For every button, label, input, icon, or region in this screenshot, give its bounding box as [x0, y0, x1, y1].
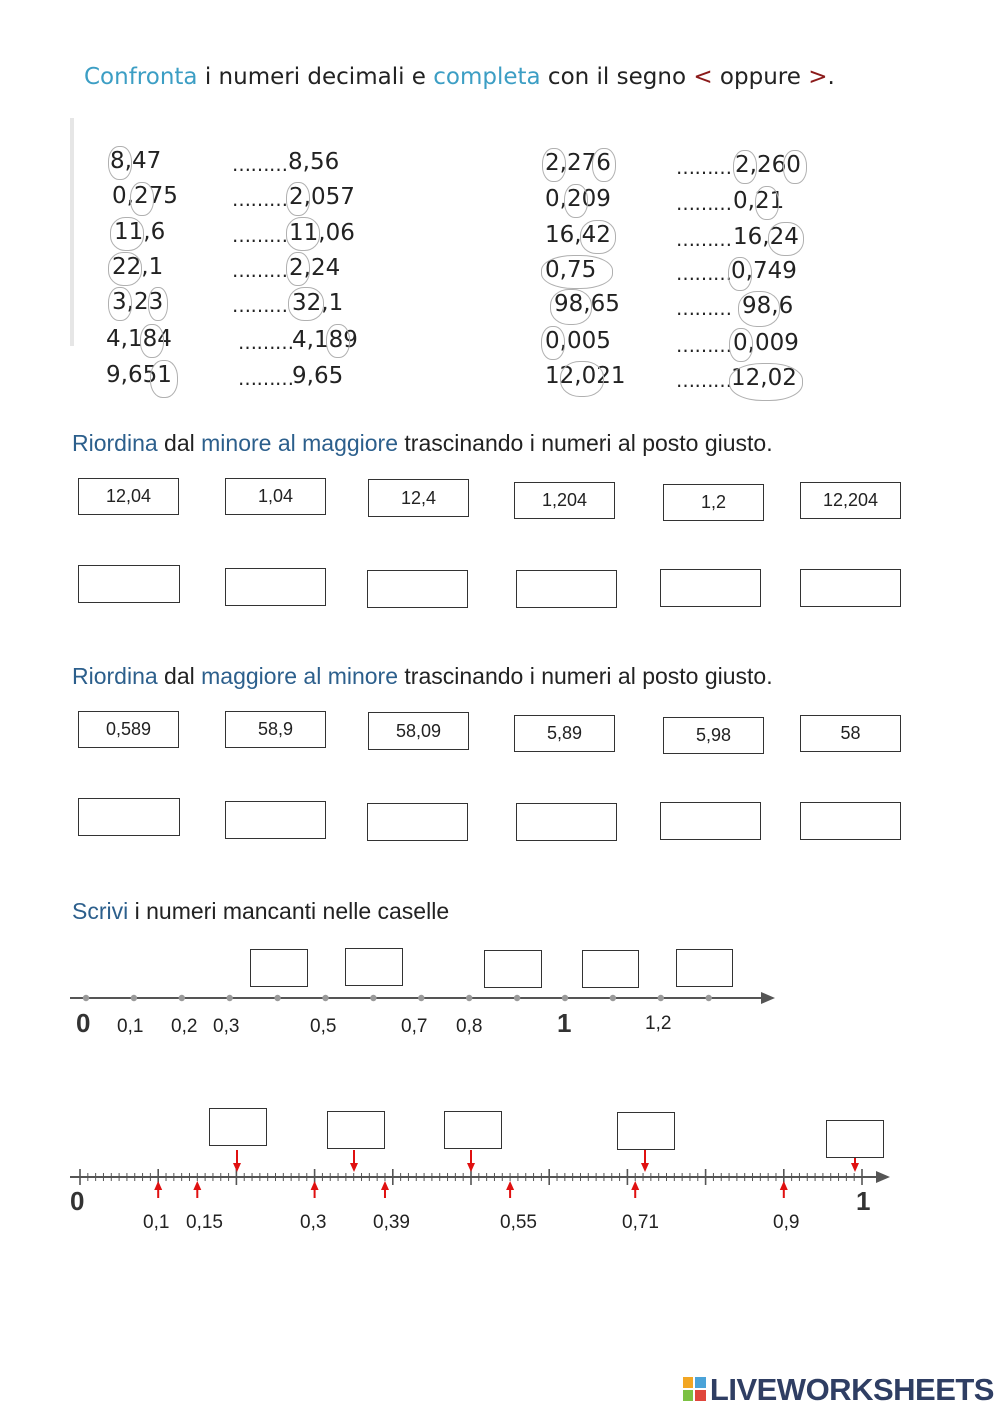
draggable-number[interactable]: 58,09 [368, 712, 469, 750]
number-line-2-label: 0,3 [300, 1212, 327, 1233]
sort-descending-verb: Riordina [72, 663, 158, 689]
draggable-number[interactable]: 1,04 [225, 478, 326, 515]
number-line-2-down-arrow [233, 1150, 241, 1172]
sort-ascending-tail: trascinando i numeri al posto giusto. [398, 430, 773, 456]
compare-right-a-4: 0,75 [545, 257, 597, 283]
compare-left-a-2: 0,275 [112, 183, 178, 209]
compare-left-a-4: 22,1 [112, 254, 164, 280]
sort-ascending-key: minore al maggiore [201, 430, 399, 456]
compare-right-b-4: 0,749 [731, 258, 797, 284]
compare-right-a-2: 0,209 [545, 186, 611, 212]
number-line-2-label: 0,71 [622, 1212, 659, 1233]
compare-left-a-3: 11,6 [114, 219, 166, 245]
number-lines-tail: i numeri mancanti nelle caselle [128, 898, 450, 924]
compare-blank-left-7[interactable]: ……… [238, 368, 294, 390]
number-line-2-arrowhead [876, 1171, 890, 1183]
number-line-2-up-arrow [154, 1181, 162, 1198]
number-line-2-label: 0,39 [373, 1212, 410, 1233]
draggable-number[interactable]: 0,589 [78, 711, 179, 748]
compare-blank-right-2[interactable]: ……… [676, 193, 732, 215]
answer-box[interactable] [327, 1111, 385, 1149]
compare-right-b-7: 12,02 [731, 365, 797, 391]
compare-left-b-5: 32,1 [292, 290, 344, 316]
draggable-number[interactable]: 58,9 [225, 711, 326, 748]
compare-blank-left-3[interactable]: ……… [232, 225, 288, 247]
compare-left-a-7: 9,651 [106, 362, 172, 388]
sort-descending-key: maggiore al minore [201, 663, 399, 689]
number-line-1-label: 0,5 [310, 1016, 337, 1037]
number-line-1-label: 0,8 [456, 1016, 483, 1037]
compare-right-b-5: 98,6 [742, 293, 794, 319]
draggable-number[interactable]: 58 [800, 715, 901, 752]
compare-blank-right-6[interactable]: ……… [676, 335, 732, 357]
compare-blank-right-5[interactable]: ……… [676, 298, 732, 320]
draggable-number[interactable]: 12,04 [78, 478, 179, 515]
liveworksheets-logo [682, 1372, 994, 1408]
compare-right-b-1: 2,260 [735, 152, 801, 178]
number-line-2-up-arrow [631, 1181, 639, 1198]
draggable-number[interactable]: 5,98 [663, 717, 764, 754]
answer-box[interactable] [826, 1120, 884, 1158]
number-line-2-one: 1 [856, 1186, 871, 1216]
less-than-sign: < [693, 64, 713, 90]
number-line-2-label: 0,15 [186, 1212, 223, 1233]
number-line-1-label: 1,2 [645, 1013, 672, 1034]
compare-blank-left-2[interactable]: ……… [232, 189, 288, 211]
compare-right-b-6: 0,009 [733, 330, 799, 356]
compare-right-a-5: 98,65 [554, 291, 620, 317]
compare-blank-left-1[interactable]: ……… [232, 154, 288, 176]
number-line-1-label: 0,2 [171, 1016, 198, 1037]
number-line-2-up-arrow [311, 1181, 319, 1198]
compare-title-middle: i numeri decimali e [197, 64, 434, 90]
compare-right-a-7: 12,021 [545, 363, 626, 389]
greater-than-sign: > [808, 64, 828, 90]
number-line-2-down-arrow [641, 1150, 649, 1172]
compare-left-b-3: 11,06 [289, 220, 355, 246]
compare-title-verb: Confronta [84, 64, 198, 90]
number-lines-verb: Scrivi [72, 898, 129, 924]
compare-blank-right-1[interactable]: ……… [676, 157, 732, 179]
compare-right-a-1: 2,276 [545, 150, 611, 176]
sort-descending-tail: trascinando i numeri al posto giusto. [398, 663, 773, 689]
compare-blank-right-3[interactable]: ……… [676, 229, 732, 251]
number-line-2-up-arrow [381, 1181, 389, 1198]
compare-title-verb2: completa [433, 64, 541, 90]
compare-blank-right-7[interactable]: ……… [676, 370, 732, 392]
compare-left-b-7: 9,65 [292, 363, 344, 389]
sort-ascending-verb: Riordina [72, 430, 158, 456]
compare-right-b-2: 0,21 [733, 188, 785, 214]
number-line-1-label: 0,1 [117, 1016, 144, 1037]
sort-ascending-mid: dal [157, 430, 202, 456]
compare-left-b-6: 4,189 [292, 327, 358, 353]
compare-title-end: . [827, 64, 835, 90]
liveworksheets-mark-icon [682, 1375, 708, 1403]
compare-blank-left-4[interactable]: ……… [232, 260, 288, 282]
number-line-2-label: 0,9 [773, 1212, 800, 1233]
compare-left-b-4: 2,24 [289, 255, 341, 281]
compare-blank-left-5[interactable]: ……… [232, 295, 288, 317]
compare-title-tail: con il segno [540, 64, 694, 90]
number-line-1-label: 0,3 [213, 1016, 240, 1037]
answer-box[interactable] [617, 1112, 675, 1150]
compare-blank-left-6[interactable]: ……… [238, 332, 294, 354]
compare-title-or: oppure [712, 64, 809, 90]
number-line-2-zero: 0 [70, 1186, 85, 1216]
number-line-2-down-arrow [350, 1150, 358, 1172]
answer-box[interactable] [209, 1108, 267, 1146]
number-line-2-up-arrow [780, 1181, 788, 1198]
number-line-2-up-arrow [506, 1181, 514, 1198]
compare-right-a-3: 16,42 [545, 222, 611, 248]
number-line-1-label: 0,7 [401, 1016, 428, 1037]
compare-left-a-5: 3,23 [112, 289, 164, 315]
compare-left-b-1: 8,56 [288, 149, 340, 175]
draggable-number[interactable]: 1,2 [663, 484, 764, 521]
number-line-2-label: 0,1 [143, 1212, 170, 1233]
number-line-2-up-arrow [193, 1181, 201, 1198]
compare-left-a-6: 4,184 [106, 326, 172, 352]
draggable-number[interactable]: 1,204 [514, 482, 615, 519]
draggable-number[interactable]: 5,89 [514, 715, 615, 752]
number-line-1-one: 1 [557, 1008, 572, 1038]
draggable-number[interactable]: 12,4 [368, 479, 469, 517]
compare-right-b-3: 16,24 [733, 224, 799, 250]
number-line-2-label: 0,55 [500, 1212, 537, 1233]
compare-left-a-1: 8,47 [110, 148, 162, 174]
compare-right-a-6: 0,005 [545, 328, 611, 354]
liveworksheets-name: LIVEWORKSHEETS [709, 1372, 994, 1407]
sort-descending-mid: dal [157, 663, 202, 689]
compare-left-b-2: 2,057 [289, 184, 355, 210]
draggable-number[interactable]: 12,204 [800, 482, 901, 519]
compare-blank-right-4[interactable]: ……… [676, 263, 732, 285]
number-line-2-down-arrow [467, 1150, 475, 1172]
number-line-1-zero: 0 [76, 1008, 91, 1038]
answer-box[interactable] [444, 1111, 502, 1149]
